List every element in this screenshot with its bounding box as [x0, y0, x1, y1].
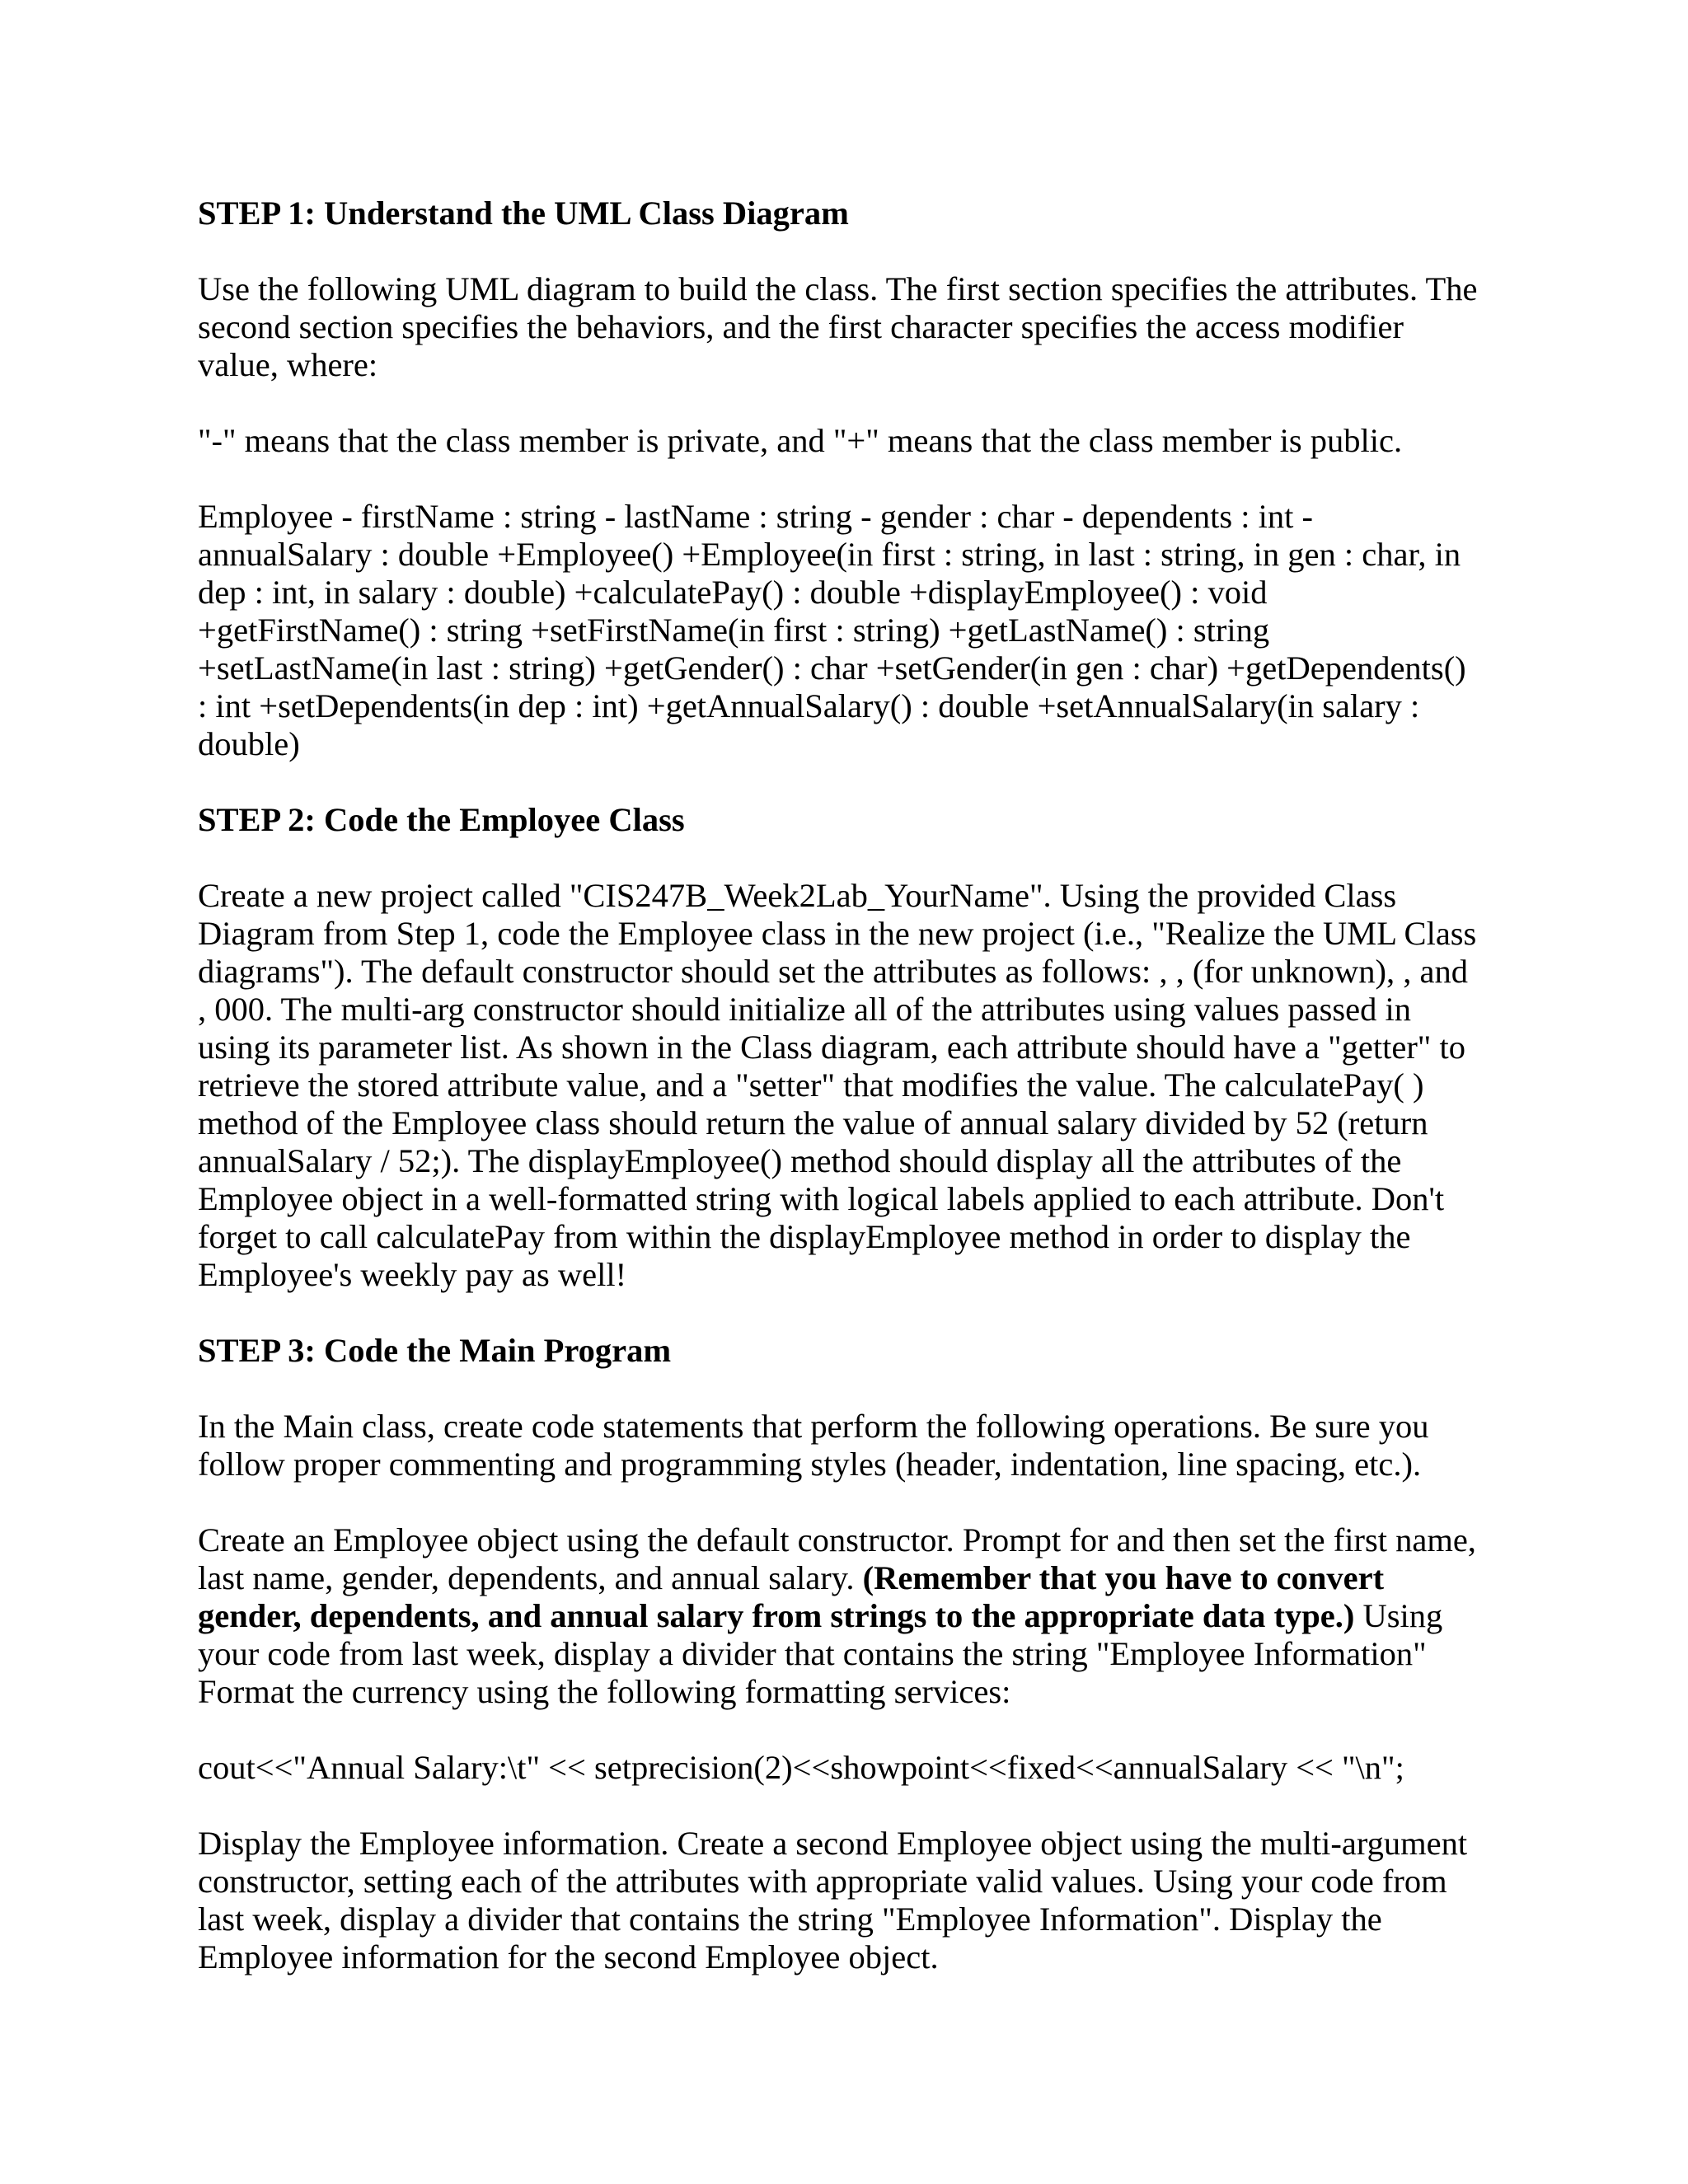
step3-intro-paragraph: In the Main class, create code statements that perform the following operations. Be sure you follow proper commenting and programming styles (header, indentation, line spacing, etc.). — [198, 1408, 1429, 1483]
step2-heading: STEP 2: Code the Employee Class — [198, 801, 685, 838]
uml-class-text: Employee - firstName : string - lastName : string - gender : char - dependents : int - annualSalary : double +Employee() +Employee(in first : string, in last : string, in gen : char, in dep : int, in salary : double) +calculatePay() : double +displayEmployee() : void +getFirstName() : string +setFirstName(in first : string) +getLastName() : string +setLastName(in last : string) +getGender() : char +setGender(in gen : char) +getDependents() : int +setDependents(in dep : int) +getAnnualSalary() : double +setAnnualSalary(in salary : double) — [198, 498, 1466, 762]
access-modifier-paragraph: "-" means that the class member is private, and "+" means that the class member is public. — [198, 422, 1403, 459]
instructions-text-end: Using your code from last week, display a divider that contains the string "Employee Information" Format the currency using the following formatting services: — [198, 1597, 1443, 1710]
step2-paragraph: Create a new project called "CIS247B_Week2Lab_YourName". Using the provided Class Diagram from Step 1, code the Employee class in the new project (i.e., "Realize the UML Class diagrams"). The default constructor should set the attributes as follows: , , (for unknown), , and , 000. The multi-arg constructor should initialize all of the attributes using values passed in using its parameter list. As shown in the Class diagram, each attribute should have a "getter" to retrieve the stored attribute value, and a "setter" that modifies the value. The calculatePay( ) method of the Employee class should return the value of annual salary divided by 52 (return annualSalary / 52;). The displayEmployee() method should display all the attributes of the Employee object in a well-formatted string with logical labels applied to each attribute. Don't forget to call calculatePay from within the displayEmployee method in order to display the Employee's weekly pay as well! — [198, 877, 1477, 1293]
step3-instructions-paragraph — [198, 1521, 1484, 1711]
step3-final-paragraph: Display the Employee information. Create a second Employee object using the multi-argument constructor, setting each of the attributes with appropriate valid values. Using your code from last week, display a divider that contains the string "Employee Information". Display the Employee information for the second Employee object. — [198, 1825, 1468, 1975]
step1-heading: STEP 1: Understand the UML Class Diagram — [198, 194, 849, 232]
code-snippet: cout<<"Annual Salary:\t" << setprecision(2)<<showpoint<<fixed<<annualSalary << "\n"; — [198, 1749, 1404, 1786]
conversion-reminder: (Remember that you have to convert gender, dependents, and annual salary from strings to the appropriate data type.) — [198, 1559, 1385, 1634]
document-page — [198, 194, 1484, 1976]
instructions-text-start: Create an Employee object using the default constructor. Prompt for and then set the first name, last name, gender, dependents, and annual salary. — [198, 1521, 1476, 1596]
step1-intro-paragraph: Use the following UML diagram to build the class. The first section specifies the attributes. The second section specifies the behaviors, and the first character specifies the access modifier value, where: — [198, 270, 1478, 383]
step3-heading: STEP 3: Code the Main Program — [198, 1332, 672, 1369]
